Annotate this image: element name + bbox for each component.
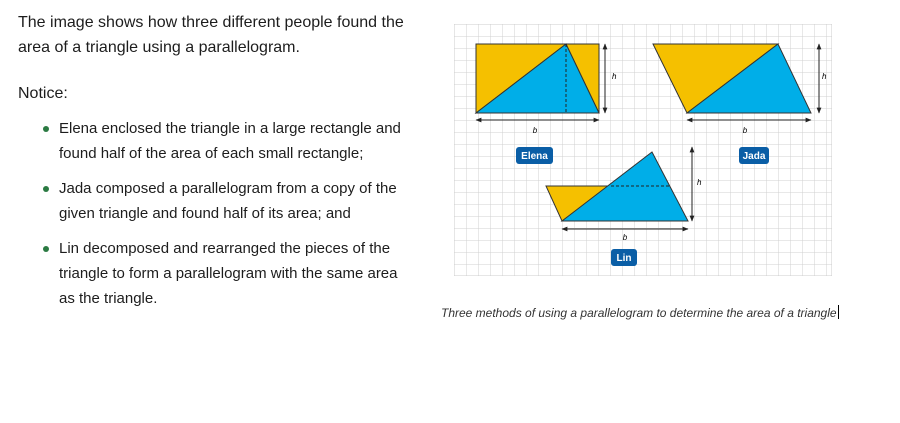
text-column: [18, 10, 408, 321]
bullet-icon: [43, 186, 49, 192]
elena-base-label: b: [532, 126, 538, 135]
lin-name-label: Lin: [616, 253, 632, 264]
list-item-jada: [18, 176, 408, 226]
figure-caption: Three methods of using a parallelogram to determine the area of a triangle: [441, 306, 837, 320]
jada-height-label: h: [822, 72, 827, 81]
notice-heading: Notice:: [18, 85, 68, 102]
figure-svg: [454, 24, 832, 276]
list-item-text: Elena enclosed the triangle in a large rectangle and found half of the area of each small rectangle;: [59, 120, 401, 162]
list-item-lin: [18, 236, 408, 311]
intro-paragraph: The image shows how three different people found the area of a triangle using a parallelogram.: [18, 14, 404, 56]
lin-height-label: h: [697, 178, 702, 187]
jada-base-label: b: [742, 126, 748, 135]
list-item-elena: [18, 116, 408, 166]
lin-base-label: b: [622, 233, 628, 242]
bullet-icon: [43, 126, 49, 132]
elena-name-label: Elena: [521, 151, 548, 162]
list-item-text: Lin decomposed and rearranged the pieces of the triangle to form a parallelogram with the same area as the triangle.: [59, 240, 398, 307]
jada-name-label: Jada: [742, 151, 766, 162]
methods-list: [18, 116, 408, 311]
triangle-area-figure: [454, 24, 832, 276]
list-item-text: Jada composed a parallelogram from a copy of the given triangle and found half of its area; and: [59, 180, 397, 222]
figure-caption-row: [441, 305, 839, 320]
bullet-icon: [43, 246, 49, 252]
text-cursor: [838, 305, 839, 319]
elena-height-label: h: [612, 72, 617, 81]
